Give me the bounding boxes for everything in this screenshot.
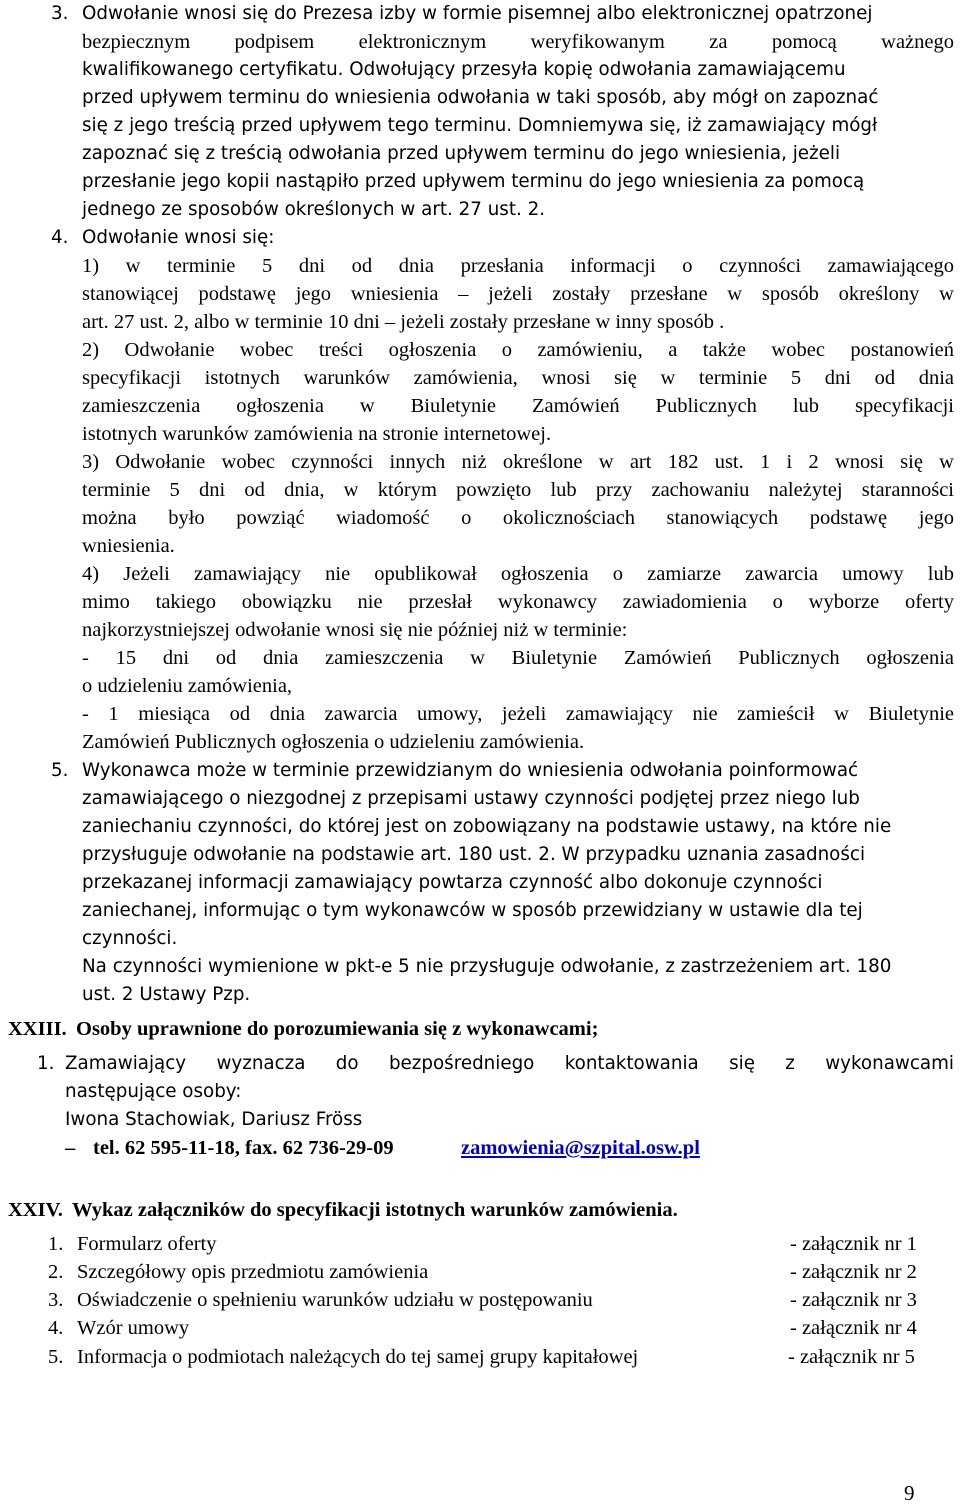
attachment-number: 5. (48, 1346, 64, 1368)
section-4-line: specyfikacji istotnych warunków zamówienia, wnosi się w terminie 5 dni od dnia (82, 367, 954, 389)
section-3-line: jednego ze sposobów określonych w art. 27 ust. 2. (82, 199, 546, 220)
section-5-line: Na czynności wymienione w pkt-e 5 nie przysługuje odwołanie, z zastrzeżeniem art. 180 (82, 956, 892, 977)
attachment-name: Wzór umowy (77, 1317, 190, 1339)
attachment-ref: - załącznik nr 5 (788, 1346, 915, 1368)
heading-xxiv-numeral: XXIV. (8, 1199, 63, 1221)
section-4-line: wniesienia. (82, 535, 175, 557)
section-5-line: przysługuje odwołanie na podstawie art. 180 ust. 2. W przypadku uznania zasadności (82, 844, 866, 865)
attachment-number: 2. (48, 1261, 64, 1283)
section-4-line: art. 27 ust. 2, albo w terminie 10 dni – jeżeli zostały przesłane w inny sposób . (82, 311, 725, 333)
section-5-line: zamawiającego o niezgodnej z przepisami ustawy czynności podjętej przez niego lub (82, 788, 860, 809)
section-4-line: najkorzystniejszej odwołanie wnosi się nie później niż w terminie: (82, 619, 628, 641)
section-4-line: 4) Jeżeli zamawiający nie opublikował ogłoszenia o zamiarze zawarcia umowy lub (82, 563, 954, 585)
section-3-line: przesłanie jego kopii nastąpiło przed upływem terminu do jego wniesienia za pomocą (82, 171, 865, 192)
attachment-ref: - załącznik nr 3 (790, 1289, 917, 1311)
attachment-number: 4. (48, 1317, 64, 1339)
section-4-number: 4. (51, 227, 69, 248)
attachment-name: Oświadczenie o spełnieniu warunków udziału w postępowaniu (77, 1289, 593, 1311)
section-4-line: zamieszczenia ogłoszenia w Biuletynie Zamówień Publicznych lub specyfikacji (82, 395, 954, 417)
contacts-names: Iwona Stachowiak, Dariusz Fröss (65, 1109, 363, 1130)
contacts-number: 1. (37, 1053, 55, 1074)
heading-xxiv-title: Wykaz załączników do specyfikacji istotnych warunków zamówienia. (72, 1199, 678, 1221)
dash-bullet: – (65, 1137, 76, 1159)
attachment-number: 1. (48, 1233, 64, 1255)
attachment-name: Informacja o podmiotach należących do tej samej grupy kapitałowej (77, 1346, 639, 1368)
section-4-line: Odwołanie wnosi się: (82, 227, 275, 248)
section-3-line: się z jego treścią przed upływem tego terminu. Domniemywa się, iż zamawiający mógł (82, 115, 878, 136)
attachment-name: Formularz oferty (77, 1233, 217, 1255)
contact-phone-fax: tel. 62 595-11-18, fax. 62 736-29-09 (93, 1137, 394, 1159)
section-3-line: kwalifikowanego certyfikatu. Odwołujący przesyła kopię odwołania zamawiającemu (82, 59, 846, 80)
section-4-line: o udzieleniu zamówienia, (82, 675, 293, 697)
section-4-line: Zamówień Publicznych ogłoszenia o udzieleniu zamówienia. (82, 731, 585, 753)
heading-xxiii-numeral: XXIII. (8, 1018, 67, 1040)
section-5-line: zaniechaniu czynności, do której jest on zobowiązany na podstawie ustawy, na które nie (82, 816, 892, 837)
page-number: 9 (904, 1481, 915, 1505)
section-5-number: 5. (51, 760, 69, 781)
section-3-line: przed upływem terminu do wniesienia odwołania w taki sposób, aby mógł on zapoznać (82, 87, 879, 108)
section-4-line: - 15 dni od dnia zamieszczenia w Biuletynie Zamówień Publicznych ogłoszenia (82, 647, 954, 669)
section-3-line: zapoznać się z treścią odwołania przed upływem terminu do jego wniesienia, jeżeli (82, 143, 841, 164)
section-4-line: istotnych warunków zamówienia na stronie internetowej. (82, 423, 552, 445)
attachment-number: 3. (48, 1289, 64, 1311)
section-4-line: można było powziąć wiadomość o okolicznościach stanowiących podstawę jego (82, 507, 954, 529)
section-3-line: bezpiecznym podpisem elektronicznym weryfikowanym za pomocą ważnego (82, 31, 954, 53)
section-5-line: ust. 2 Ustawy Pzp. (82, 984, 251, 1005)
section-3-number: 3. (51, 3, 69, 24)
section-4-line: - 1 miesiąca od dnia zawarcia umowy, jeżeli zamawiający nie zamieścił w Biuletynie (82, 703, 954, 725)
section-5-line: Wykonawca może w terminie przewidzianym do wniesienia odwołania poinformować (82, 760, 859, 781)
contacts-line: następujące osoby: (65, 1081, 242, 1102)
attachment-ref: - załącznik nr 4 (790, 1317, 917, 1339)
section-5-line: czynności. (82, 928, 178, 949)
section-4-line: terminie 5 dni od dnia, w którym powzięto lub przy zachowaniu należytej staranności (82, 479, 954, 501)
attachment-name: Szczegółowy opis przedmiotu zamówienia (77, 1261, 429, 1283)
section-5-line: zaniechanej, informując o tym wykonawców w sposób przewidziany w ustawie dla tej (82, 900, 863, 921)
section-4-line: 1) w terminie 5 dni od dnia przesłania informacji o czynności zamawiającego (82, 255, 954, 277)
section-4-line: mimo takiego obowiązku nie przesłał wykonawcy zawiadomienia o wyborze oferty (82, 591, 954, 613)
section-4-line: 2) Odwołanie wobec treści ogłoszenia o zamówieniu, a także wobec postanowień (82, 339, 954, 361)
contacts-line: Zamawiający wyznacza do bezpośredniego kontaktowania się z wykonawcami (65, 1053, 954, 1074)
attachment-ref: - załącznik nr 2 (790, 1261, 917, 1283)
section-4-line: 3) Odwołanie wobec czynności innych niż określone w art 182 ust. 1 i 2 wnosi się w (82, 451, 954, 473)
attachment-ref: - załącznik nr 1 (790, 1233, 917, 1255)
heading-xxiii-title: Osoby uprawnione do porozumiewania się z wykonawcami; (76, 1018, 599, 1040)
section-3-line: Odwołanie wnosi się do Prezesa izby w formie pisemnej albo elektronicznej opatrzonej (82, 3, 873, 24)
contact-email-link[interactable]: zamowienia@szpital.osw.pl (461, 1137, 700, 1159)
section-5-line: przekazanej informacji zamawiający powtarza czynność albo dokonuje czynności (82, 872, 823, 893)
section-4-line: stanowiącej podstawę jego wniesienia – jeżeli zostały przesłane w sposób określony w (82, 283, 954, 305)
